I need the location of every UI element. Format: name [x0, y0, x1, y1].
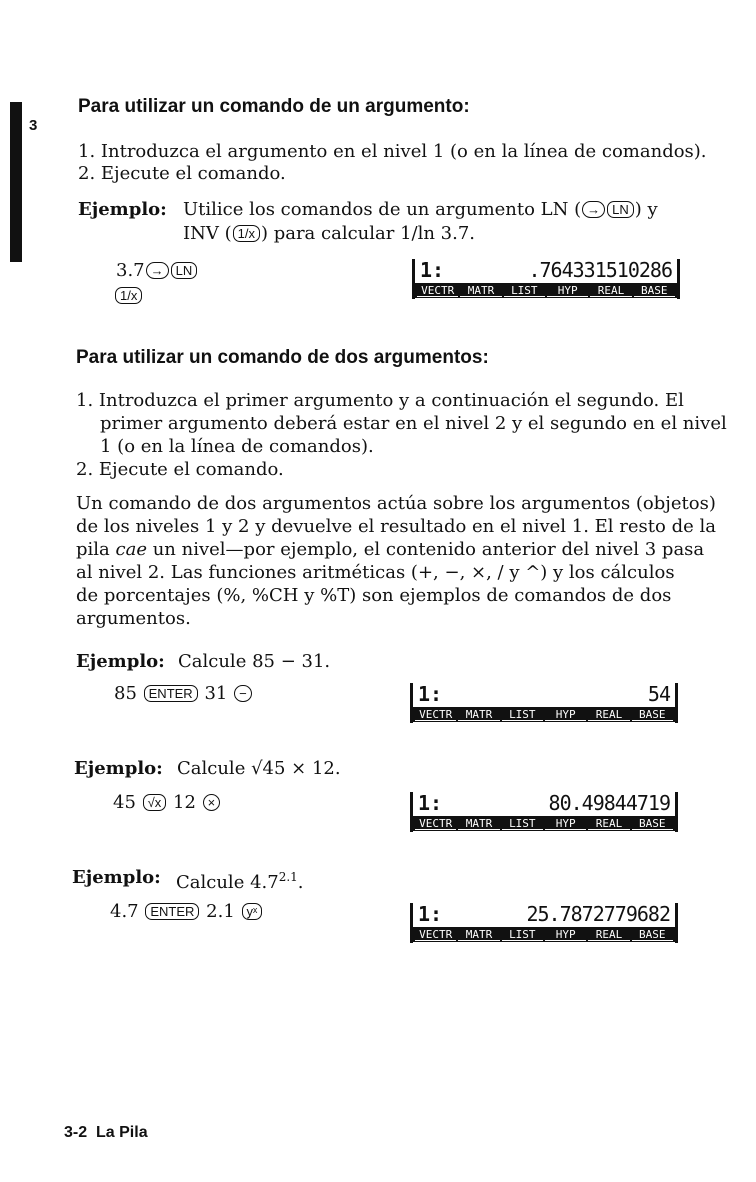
example-text-end: ) y [634, 199, 658, 220]
section2-step-1: 1. Introduzca el primer argumento y a continuación el segundo. El [76, 390, 684, 411]
menu-label: VECTR [417, 284, 458, 297]
multiply-key: × [203, 794, 221, 811]
menu-bar [413, 707, 675, 722]
menu-label: MATR [458, 708, 499, 721]
paragraph-line: de porcentajes (%, %CH y %T) son ejemplos de comandos de dos [76, 585, 672, 606]
menu-label: VECTR [415, 928, 456, 941]
menu-label: BASE [632, 928, 673, 941]
paragraph-line: argumentos. [76, 608, 191, 629]
display-edge [675, 683, 678, 723]
section2-paragraph [76, 492, 716, 630]
paragraph-line: de los niveles 1 y 2 y devuelve el resultado en el nivel 1. El resto de la [76, 516, 716, 537]
keystroke-sequence [110, 900, 263, 923]
stack-level-label: 1: [418, 791, 443, 815]
example-text-line2 [183, 222, 475, 245]
page-number: 3-2 [64, 1124, 88, 1141]
menu-label: HYP [547, 284, 588, 297]
right-shift-key: → [146, 262, 169, 279]
example-text: INV ( [183, 223, 232, 244]
menu-label: HYP [545, 817, 586, 830]
example-label: Ejemplo: [72, 867, 161, 888]
stack-level-row [418, 259, 672, 281]
keystroke-number: 31 [204, 683, 228, 704]
example-label: Ejemplo: [74, 758, 163, 779]
display-edge [675, 792, 678, 832]
menu-label: LIST [502, 708, 543, 721]
stack-level-label: 1: [418, 902, 443, 926]
calculator-display [412, 259, 680, 299]
page-footer [64, 1124, 148, 1142]
paragraph-line: Un comando de dos argumentos actúa sobre los argumentos (objetos) [76, 493, 716, 514]
menu-label: REAL [588, 817, 629, 830]
menu-label: LIST [502, 817, 543, 830]
chapter-title: La Pila [96, 1124, 148, 1141]
calculator-display [410, 903, 678, 943]
keystroke-number: 3.7 [116, 260, 145, 281]
stack-level-label: 1: [418, 682, 443, 706]
keystroke-sequence [114, 284, 143, 307]
menu-label: REAL [588, 928, 629, 941]
exponent: 2.1 [278, 870, 298, 884]
ln-key: LN [171, 262, 198, 279]
menu-label: MATR [460, 284, 501, 297]
section2-step-2: 2. Ejecute el comando. [76, 459, 284, 480]
example-text-line1 [183, 198, 658, 221]
paragraph-text: pila [76, 539, 110, 560]
menu-label: REAL [588, 708, 629, 721]
example-text: Calcule 4.7 [176, 872, 279, 893]
menu-label: BASE [634, 284, 675, 297]
ln-key: LN [607, 201, 634, 218]
menu-label: LIST [502, 928, 543, 941]
example-text-end: ) para calcular 1/ln 3.7. [260, 223, 476, 244]
example-text-line [176, 866, 304, 894]
enter-key: ENTER [145, 903, 199, 920]
keystroke-number: 12 [173, 792, 196, 813]
section1-step-2: 2. Ejecute el comando. [78, 163, 286, 184]
stack-level-value: 80.49844719 [548, 791, 670, 815]
calculator-display [410, 792, 678, 832]
menu-label: LIST [504, 284, 545, 297]
menu-label: MATR [458, 817, 499, 830]
keystroke-sequence [114, 682, 253, 705]
paragraph-line: al nivel 2. Las funciones aritméticas (+, −, ×, / y ^) y los cálculos [76, 562, 675, 583]
menu-bar [415, 283, 677, 298]
example-text: Utilice los comandos de un argumento LN ( [183, 199, 582, 220]
menu-bar [413, 927, 675, 942]
stack-level-value: 54 [647, 682, 670, 706]
right-shift-key: → [582, 201, 605, 218]
inverse-key: 1/x [233, 225, 260, 242]
power-key: yˣ [242, 903, 263, 920]
keystroke-number: 2.1 [206, 901, 235, 922]
display-edge [675, 903, 678, 943]
menu-label: BASE [632, 817, 673, 830]
section1-step-1: 1. Introduzca el argumento en el nivel 1 (o en la línea de comandos). [78, 141, 707, 162]
menu-label: VECTR [415, 708, 456, 721]
keystroke-number: 45 [113, 792, 136, 813]
example-label: Ejemplo: [76, 651, 165, 672]
section1-heading: Para utilizar un comando de un argumento: [78, 96, 470, 117]
keystroke-sequence [116, 259, 198, 282]
example-text: Calcule √45 × 12. [177, 758, 341, 779]
menu-label: HYP [545, 708, 586, 721]
stack-level-row [416, 792, 670, 814]
chapter-number: 3 [29, 117, 38, 134]
stack-level-row [416, 683, 670, 705]
enter-key: ENTER [144, 685, 198, 702]
display-edge [677, 259, 680, 299]
inverse-key: 1/x [115, 287, 142, 304]
section2-step-1-cont: 1 (o en la línea de comandos). [100, 436, 374, 457]
paragraph-text: un nivel—por ejemplo, el contenido anterior del nivel 3 pasa [152, 539, 705, 560]
example-text: Calcule 85 − 31. [178, 651, 331, 672]
sqrt-key: √x [143, 794, 167, 811]
menu-label: BASE [632, 708, 673, 721]
stack-level-label: 1: [420, 258, 445, 282]
keystroke-number: 4.7 [110, 901, 139, 922]
paragraph-emphasis: cae [115, 539, 147, 560]
section2-heading: Para utilizar un comando de dos argumentos: [76, 347, 489, 368]
calculator-display [410, 683, 678, 723]
example-text-end: . [297, 872, 304, 893]
stack-level-value: 25.7872779682 [526, 902, 670, 926]
section2-step-1-cont: primer argumento deberá estar en el nivel 2 y el segundo en el nivel [100, 413, 727, 434]
keystroke-number: 85 [114, 683, 137, 704]
minus-key: − [234, 685, 252, 702]
menu-label: VECTR [415, 817, 456, 830]
stack-level-value: .764331510286 [528, 258, 672, 282]
menu-bar [413, 816, 675, 831]
keystroke-sequence [113, 791, 221, 814]
menu-label: HYP [545, 928, 586, 941]
chapter-bar [10, 102, 22, 262]
menu-label: REAL [590, 284, 631, 297]
stack-level-row [416, 903, 670, 925]
example-label: Ejemplo: [78, 199, 167, 220]
paragraph-line [76, 538, 716, 561]
menu-label: MATR [458, 928, 499, 941]
